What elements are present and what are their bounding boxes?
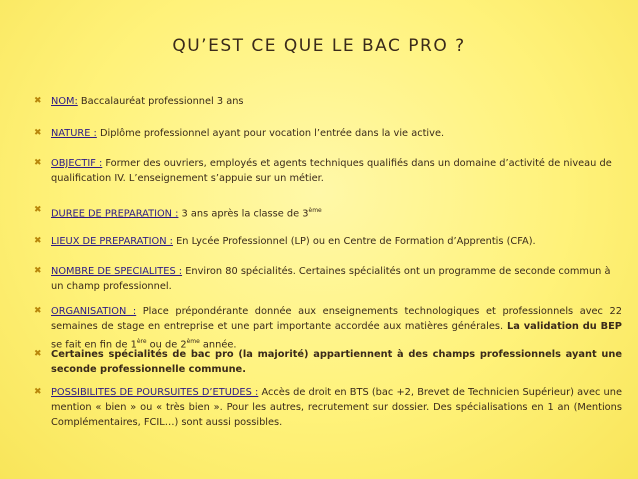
- x-bullet-icon: ✖: [34, 236, 42, 246]
- item-label: NATURE :: [51, 128, 97, 139]
- item-label: ORGANISATION :: [51, 306, 137, 317]
- item-label: NOMBRE DE SPECIALITES :: [51, 266, 183, 277]
- item-text: Accès de droit en BTS (bac +2, Brevet de Technicien Supérieur) avec une mention « bien » ou « très bien ». Pour les autres, recrutement sur dossier. Des spécialisations en 1 an (Mentions Complémentaires, FCIL…) sont aussi possibles.: [51, 387, 623, 428]
- item-text: Diplôme professionnel ayant pour vocation l’entrée dans la vie active.: [96, 128, 445, 139]
- item-sup-1: ère: [136, 338, 147, 345]
- item-text: Baccalauréat professionnel 3 ans: [77, 96, 244, 107]
- item-label: NOM:: [51, 96, 78, 107]
- item-text-4: année.: [199, 339, 237, 351]
- item-label: OBJECTIF :: [51, 158, 103, 169]
- item-text: Place prépondérante donnée aux enseignements technologiques et professionnels avec 22 semaines de stage en entreprise et une part importante accordée aux matières générales.: [51, 306, 622, 332]
- item-text-3: ou de 2: [146, 339, 187, 351]
- x-bullet-icon: ✖: [34, 306, 42, 316]
- item-label: DUREE DE PREPARATION :: [51, 208, 179, 220]
- page-title: QU’EST CE QUE LE BAC PRO ?: [172, 36, 466, 56]
- x-bullet-icon: ✖: [34, 128, 42, 138]
- item-text: 3 ans après la classe de 3: [178, 208, 309, 220]
- item-bold-text: La validation du BEP: [503, 321, 622, 332]
- x-bullet-icon: ✖: [34, 387, 42, 397]
- item-text: Former des ouvriers, employés et agents techniques qualifiés dans un domaine d’activité de niveau de qualification IV. L’enseignement s’appuie sur un métier.: [51, 158, 612, 184]
- x-bullet-icon: ✖: [34, 96, 42, 106]
- x-bullet-icon: ✖: [34, 158, 42, 168]
- x-bullet-icon: ✖: [34, 266, 42, 276]
- item-label: LIEUX DE PREPARATION :: [51, 236, 173, 247]
- item-bold-text: Certaines spécialités de bac pro (la majorité) appartiennent à des champs professionnels ayant une seconde professionnelle commune.: [51, 349, 622, 375]
- item-sup: ème: [308, 207, 322, 214]
- item-text: Environ 80 spécialités. Certaines spécialités ont un programme de seconde commun à un champ professionnel.: [51, 266, 611, 292]
- item-text-2: se fait en fin de 1: [51, 339, 137, 351]
- x-bullet-icon: ✖: [34, 349, 42, 359]
- item-label: POSSIBILITES DE POURSUITES D’ETUDES :: [51, 387, 259, 398]
- item-text: En Lycée Professionnel (LP) ou en Centre de Formation d’Apprentis (CFA).: [172, 236, 536, 247]
- item-sup-2: ème: [186, 338, 200, 345]
- x-bullet-icon: ✖: [34, 205, 42, 215]
